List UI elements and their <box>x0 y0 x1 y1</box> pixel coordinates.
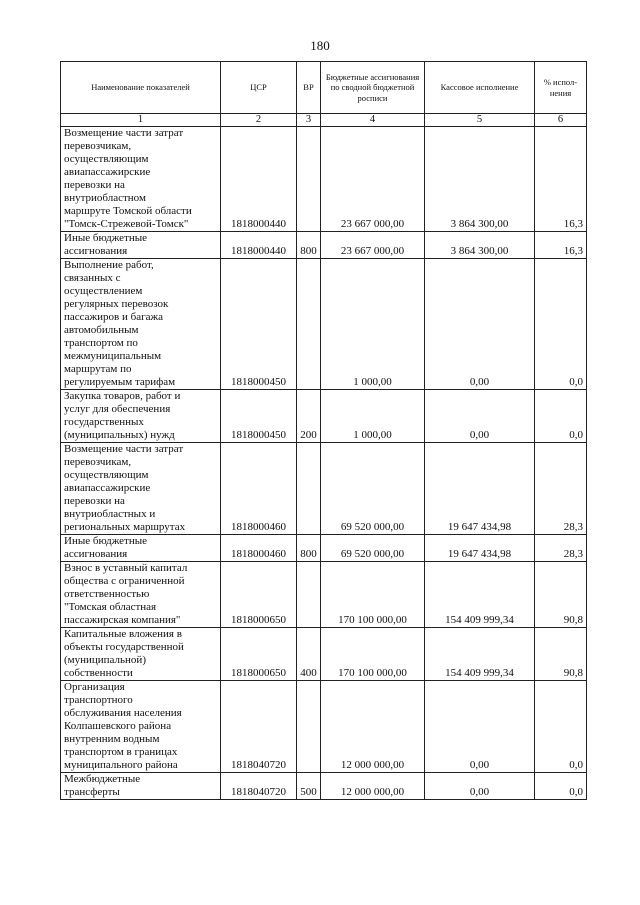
table-header-row <box>61 62 587 114</box>
row-execution: 0,00 <box>425 681 535 773</box>
row-assignments: 1 000,00 <box>321 390 425 443</box>
row-vr: 500 <box>297 773 321 800</box>
table-row <box>61 681 587 773</box>
row-csr: 1818040720 <box>221 773 297 800</box>
row-assignments: 23 667 000,00 <box>321 232 425 259</box>
column-number: 3 <box>297 114 321 127</box>
table-row <box>61 773 587 800</box>
table-row <box>61 535 587 562</box>
row-execution: 0,00 <box>425 773 535 800</box>
row-vr <box>297 127 321 232</box>
row-percent: 28,3 <box>535 443 587 535</box>
row-name: Иные бюджетные ассигнования <box>61 535 221 562</box>
row-csr: 1818000460 <box>221 535 297 562</box>
row-percent: 90,8 <box>535 562 587 628</box>
row-csr: 1818000650 <box>221 628 297 681</box>
row-percent: 0,0 <box>535 259 587 390</box>
row-csr: 1818000460 <box>221 443 297 535</box>
column-number: 6 <box>535 114 587 127</box>
row-vr <box>297 562 321 628</box>
budget-table <box>60 61 587 800</box>
table-row <box>61 259 587 390</box>
row-execution: 154 409 999,34 <box>425 562 535 628</box>
column-number: 2 <box>221 114 297 127</box>
row-percent: 28,3 <box>535 535 587 562</box>
row-percent: 0,0 <box>535 681 587 773</box>
row-assignments: 1 000,00 <box>321 259 425 390</box>
row-percent: 16,3 <box>535 232 587 259</box>
row-execution: 0,00 <box>425 259 535 390</box>
column-number: 4 <box>321 114 425 127</box>
row-assignments: 170 100 000,00 <box>321 628 425 681</box>
table-row <box>61 628 587 681</box>
row-name: Закупка товаров, работ и услуг для обеспечения государственных (муниципальных) нужд <box>61 390 221 443</box>
row-assignments: 69 520 000,00 <box>321 535 425 562</box>
row-assignments: 12 000 000,00 <box>321 681 425 773</box>
header-name: Наименование показателей <box>61 62 221 114</box>
table-row <box>61 443 587 535</box>
row-csr: 1818000440 <box>221 127 297 232</box>
column-number: 5 <box>425 114 535 127</box>
row-assignments: 12 000 000,00 <box>321 773 425 800</box>
header-execution: Кассовое исполнение <box>425 62 535 114</box>
row-assignments: 23 667 000,00 <box>321 127 425 232</box>
row-csr: 1818000450 <box>221 259 297 390</box>
page-number: 180 <box>310 38 330 53</box>
row-csr: 1818040720 <box>221 681 297 773</box>
row-vr: 200 <box>297 390 321 443</box>
row-vr <box>297 681 321 773</box>
row-execution: 19 647 434,98 <box>425 535 535 562</box>
header-csr: ЦСР <box>221 62 297 114</box>
row-execution: 3 864 300,00 <box>425 232 535 259</box>
row-percent: 16,3 <box>535 127 587 232</box>
row-execution: 3 864 300,00 <box>425 127 535 232</box>
row-execution: 154 409 999,34 <box>425 628 535 681</box>
row-assignments: 170 100 000,00 <box>321 562 425 628</box>
row-name: Капитальные вложения в объекты государственной (муниципальной) собственности <box>61 628 221 681</box>
row-assignments: 69 520 000,00 <box>321 443 425 535</box>
row-execution: 19 647 434,98 <box>425 443 535 535</box>
row-name: Иные бюджетные ассигнования <box>61 232 221 259</box>
header-assignments: Бюджетные ассигнования по сводной бюджетной росписи <box>321 62 425 114</box>
row-name: Межбюджетные трансферты <box>61 773 221 800</box>
row-csr: 1818000440 <box>221 232 297 259</box>
row-percent: 0,0 <box>535 390 587 443</box>
column-number-row <box>61 114 587 127</box>
row-csr: 1818000650 <box>221 562 297 628</box>
row-csr: 1818000450 <box>221 390 297 443</box>
row-name: Взнос в уставный капитал общества с ограниченной ответственностью "Томская областная пассажирская компания" <box>61 562 221 628</box>
row-vr: 800 <box>297 535 321 562</box>
row-name: Возмещение части затрат перевозчикам, осуществляющим авиапассажирские перевозки на внутриобластных и региональных маршрутах <box>61 443 221 535</box>
row-vr <box>297 259 321 390</box>
row-name: Организация транспортного обслуживания населения Колпашевского района внутренним водным транспортом в границах муниципального района <box>61 681 221 773</box>
row-execution: 0,00 <box>425 390 535 443</box>
header-percent: % испол-нения <box>535 62 587 114</box>
row-name: Выполнение работ, связанных с осуществлением регулярных перевозок пассажиров и багажа автомобильным транспортом по межмуниципальным маршрутам по регулируемым тарифам <box>61 259 221 390</box>
table-row <box>61 390 587 443</box>
row-vr: 400 <box>297 628 321 681</box>
row-percent: 0,0 <box>535 773 587 800</box>
row-vr <box>297 443 321 535</box>
table-row <box>61 562 587 628</box>
table-row <box>61 127 587 232</box>
table-row <box>61 232 587 259</box>
row-name: Возмещение части затрат перевозчикам, осуществляющим авиапассажирские перевозки на внутриобластном маршруте Томской области "Томск-Стрежевой-Томск" <box>61 127 221 232</box>
header-vr: ВР <box>297 62 321 114</box>
row-vr: 800 <box>297 232 321 259</box>
column-number: 1 <box>61 114 221 127</box>
row-percent: 90,8 <box>535 628 587 681</box>
